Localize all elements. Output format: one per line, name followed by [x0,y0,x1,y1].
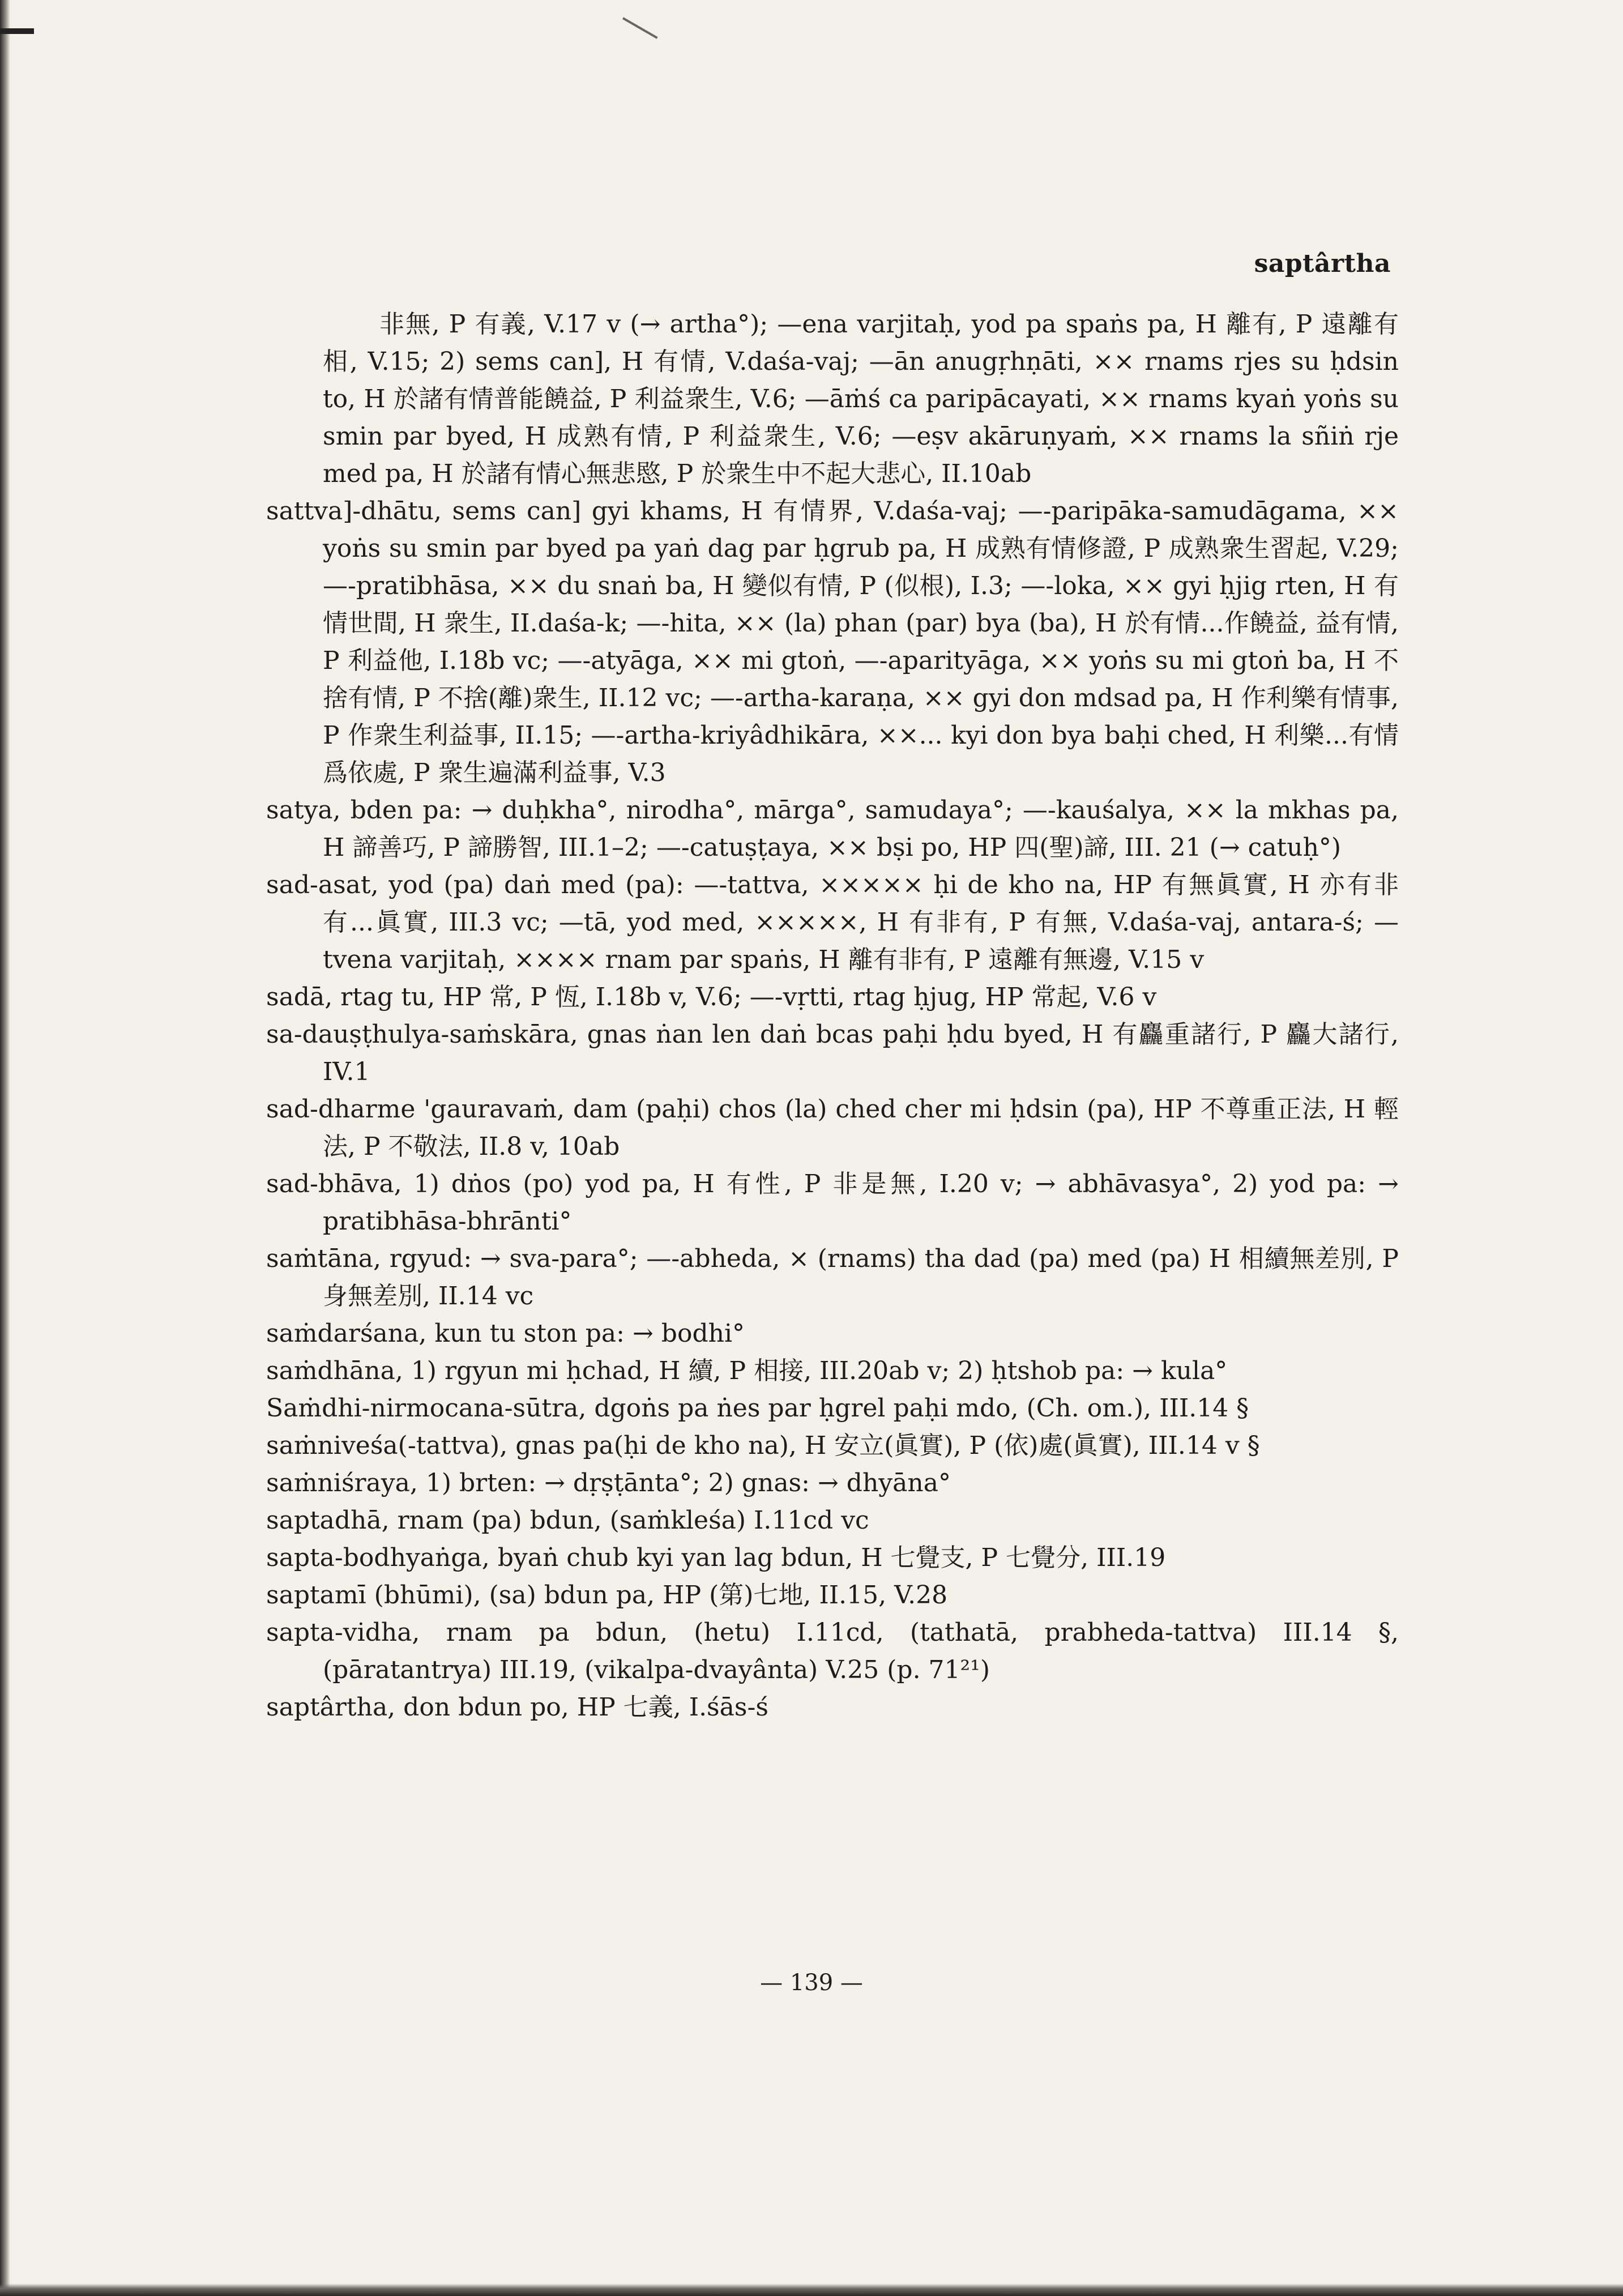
scan-edge-mark [0,28,34,34]
entry-saptadha: saptadhā, rnam (pa) bdun, (saṁkleśa) I.11cd vc [266,1506,869,1535]
entry-sad-asat: sad-asat, yod (pa) daṅ med (pa): —-tattva, ××××× ḥi de kho na, HP 有無眞實, H 亦有非有...眞實, III.3 vc; —tā, yod med, ×××××, H 有非有, P 有無, V.daśa-vaj, antara-ś; —tvena varjitaḥ, ×××× rnam par spaṅs, H 離有非有, P 遠離有無邊, V.15 v [266,870,1399,974]
entry-samnisraya: saṁniśraya, 1) brten: → dṛṣṭānta°; 2) gnas: → dhyāna° [266,1469,951,1497]
entry-satya: satya, bden pa: → duḥkha°, nirodha°, mārga°, samudaya°; —-kauśalya, ×× la mkhas pa, H 諦善巧, P 諦勝智, III.1–2; —-catuṣṭaya, ×× bṣi po, HP 四(聖)諦, III. 21 (→ catuḥ°) [266,796,1399,862]
entry-samnivesa: saṁniveśa(-tattva), gnas pa(ḥi de kho na), H 安立(眞實), P (依)處(眞實), III.14 v § [266,1431,1260,1460]
entry-sad-dharme: sad-dharme 'gauravaṁ, dam (paḥi) chos (la) ched cher mi ḥdsin (pa), HP 不尊重正法, H 輕法, P 不敬法, II.8 v, 10ab [266,1095,1399,1161]
page-number: — 139 — [760,1970,863,1996]
entry-samdhana: saṁdhāna, 1) rgyun mi ḥchad, H 續, P 相接, III.20ab v; 2) ḥtshob pa: → kula° [266,1356,1228,1385]
running-head: saptârtha [1254,249,1391,278]
entry-samtana: saṁtāna, rgyud: → sva-para°; —-abheda, × (rnams) tha dad (pa) med (pa) H 相續無差別, P 身無差別, II.14 vc [266,1244,1399,1311]
entry-sad-bhava: sad-bhāva, 1) dṅos (po) yod pa, H 有性, P 非是無, I.20 v; → abhāvasya°, 2) yod pa: → pratibhāsa-bhrānti° [266,1170,1399,1236]
entry-sapta-bodhyanga: sapta-bodhyaṅga, byaṅ chub kyi yan lag bdun, H 七覺支, P 七覺分, III.19 [266,1543,1166,1572]
entry-sa-dausthulya: sa-dauṣṭhulya-saṁskāra, gnas ṅan len daṅ bcas paḥi ḥdu byed, H 有麤重諸行, P 麤大諸行, IV.1 [266,1020,1399,1086]
scan-stray-mark [622,17,658,39]
entry-samdhi-nirmocana: Saṁdhi-nirmocana-sūtra, dgoṅs pa ṅes par ḥgrel paḥi mdo, (Ch. om.), III.14 § [266,1394,1249,1423]
entry-saptami: saptamī (bhūmi), (sa) bdun pa, HP (第)七地, II.15, V.28 [266,1581,948,1610]
entry-sada: sadā, rtag tu, HP 常, P 恆, I.18b v, V.6; —-vṛtti, rtag ḥjug, HP 常起, V.6 v [266,983,1157,1012]
entry-saptartha: saptârtha, don bdun po, HP 七義, I.śās-ś [266,1693,768,1722]
page-body [266,306,1399,1726]
entry-sattva-dhatu: sattva]-dhātu, sems can] gyi khams, H 有情界, V.daśa-vaj; —-paripāka-samudāgama, ×× yoṅs su smin par byed pa yaṅ dag par ḥgrub pa, H 成熟有情修證, P 成熟衆生習起, V.29; —-pratibhāsa, ×× du snaṅ ba, H 變似有情, P (似根), I.3; —-loka, ×× gyi ḥjig rten, H 有情世間, H 衆生, II.daśa-k; —-hita, ×× (la) phan (par) bya (ba), H 於有情...作饒益, 益有情, P 利益他, I.18b vc; —-atyāga, ×× mi gtoṅ, —-aparityāga, ×× yoṅs su mi gtoṅ ba, H 不捨有情, P 不捨(離)衆生, II.12 vc; —-artha-karaṇa, ×× gyi don mdsad pa, H 作利樂有情事, P 作衆生利益事, II.15; —-artha-kriyâdhikāra, ××... kyi don bya baḥi ched, H 利樂...有情爲依處, P 衆生遍滿利益事, V.3 [266,497,1399,787]
entry-sapta-vidha: sapta-vidha, rnam pa bdun, (hetu) I.11cd, (tathatā, prabheda-tattva) III.14 §, (pāratantrya) III.19, (vikalpa-dvayânta) V.25 (p. 71²¹) [266,1618,1399,1684]
scan-edge-shadow [0,0,10,2296]
entry-continuation: 非無, P 有義, V.17 v (→ artha°); —ena varjitaḥ, yod pa spaṅs pa, H 離有, P 遠離有相, V.15; 2) sems can], H 有情, V.daśa-vaj; —ān anugṛhṇāti, ×× rnams rjes su ḥdsin to, H 於諸有情普能饒益, P 利益衆生, V.6; —āṁś ca paripācayati, ×× rnams kyaṅ yoṅs su smin par byed, H 成熟有情, P 利益衆生, V.6; —eṣv akāruṇyaṁ, ×× rnams la sñiṅ rje med pa, H 於諸有情心無悲愍, P 於衆生中不起大悲心, II.10ab [323,310,1399,488]
entry-samdarsana: saṁdarśana, kun tu ston pa: → bodhi° [266,1319,745,1348]
scan-bottom-shadow [0,2284,1623,2296]
